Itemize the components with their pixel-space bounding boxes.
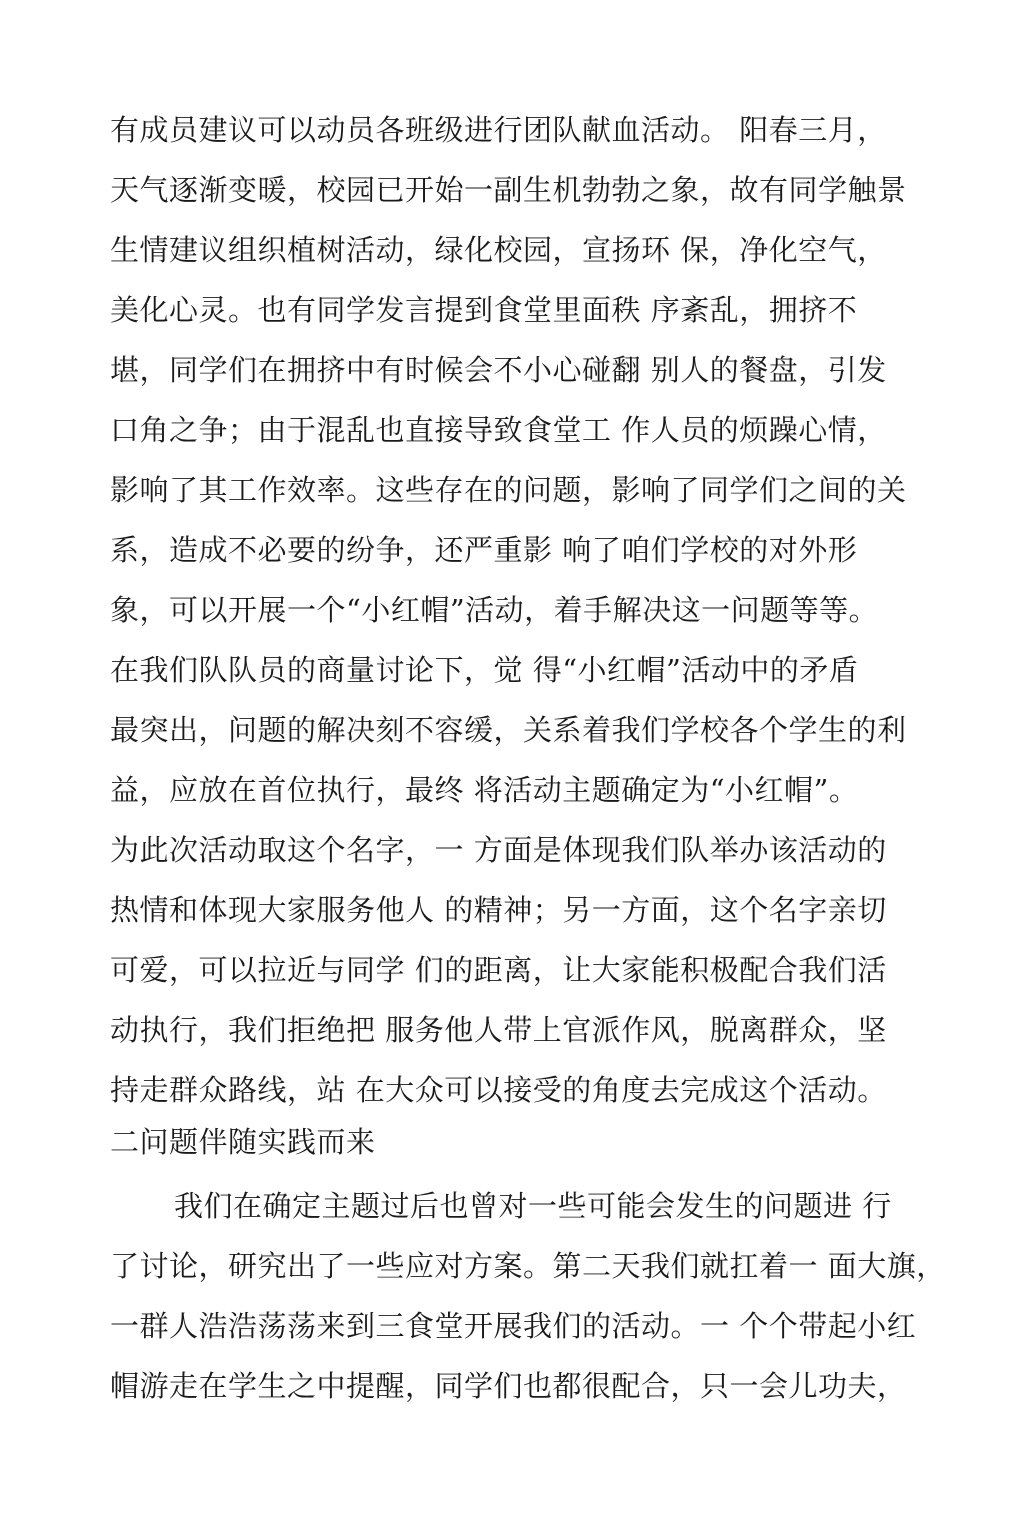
text-line: 系，造成不必要的纷争，还严重影 响了咱们学校的对外形 — [110, 533, 858, 567]
text-line: 为此次活动取这个名字，一 方面是体现我们队举办该活动的 — [110, 833, 887, 867]
text-line: 美化心灵。也有同学发言提到食堂里面秩 序紊乱，拥挤不 — [110, 293, 858, 327]
text-line: 影响了其工作效率。这些存在的问题，影响了同学们之间的关 — [110, 473, 907, 507]
text-line: 动执行，我们拒绝把 服务他人带上官派作风，脱离群众，坚 — [110, 1013, 887, 1047]
text-line: 最突出，问题的解决刻不容缓，关系着我们学校各个学生的利 — [110, 713, 907, 747]
text-line: 了讨论，研究出了一些应对方案。第二天我们就扛着一 面大旗， — [110, 1249, 946, 1283]
paragraph-1 — [110, 100, 930, 1120]
text-line: 有成员建议可以动员各班级进行团队献血活动。 阳春三月， — [110, 113, 887, 147]
text-line: 天气逐渐变暖，校园已开始一副生机勃勃之象，故有同学触景 — [110, 173, 907, 207]
text-line: 帽游走在学生之中提醒，同学们也都很配合，只一会儿功夫， — [110, 1369, 907, 1403]
text-line: 象，可以开展一个“小红帽”活动，着手解决这一问题等等。 — [110, 593, 879, 627]
text-line: 可爱，可以拉近与同学 们的距离，让大家能积极配合我们活 — [110, 953, 887, 987]
text-line: 持走群众路线，站 在大众可以接受的角度去完成这个活动。 — [110, 1073, 887, 1107]
text-line: 口角之争；由于混乱也直接导致食堂工 作人员的烦躁心情， — [110, 413, 887, 447]
text-line: 益，应放在首位执行，最终 将活动主题确定为“小红帽”。 — [110, 773, 859, 807]
paragraph-2 — [110, 1176, 946, 1416]
text-line: 一群人浩浩荡荡来到三食堂开展我们的活动。一 个个带起小红 — [110, 1309, 917, 1343]
text-line: 热情和体现大家服务他人 的精神；另一方面，这个名字亲切 — [110, 893, 887, 927]
text-line: 堪，同学们在拥挤中有时候会不小心碰翻 别人的餐盘，引发 — [110, 353, 887, 387]
section-heading-block — [110, 1112, 930, 1172]
text-line: 我们在确定主题过后也曾对一些可能会发生的问题进 行 — [174, 1189, 892, 1223]
text-line: 在我们队队员的商量讨论下，觉 得“小红帽”活动中的矛盾 — [110, 653, 859, 687]
text-line: 生情建议组织植树活动，绿化校园，宣扬环 保，净化空气， — [110, 233, 887, 267]
section-heading: 二问题伴随实践而来 — [110, 1125, 376, 1159]
